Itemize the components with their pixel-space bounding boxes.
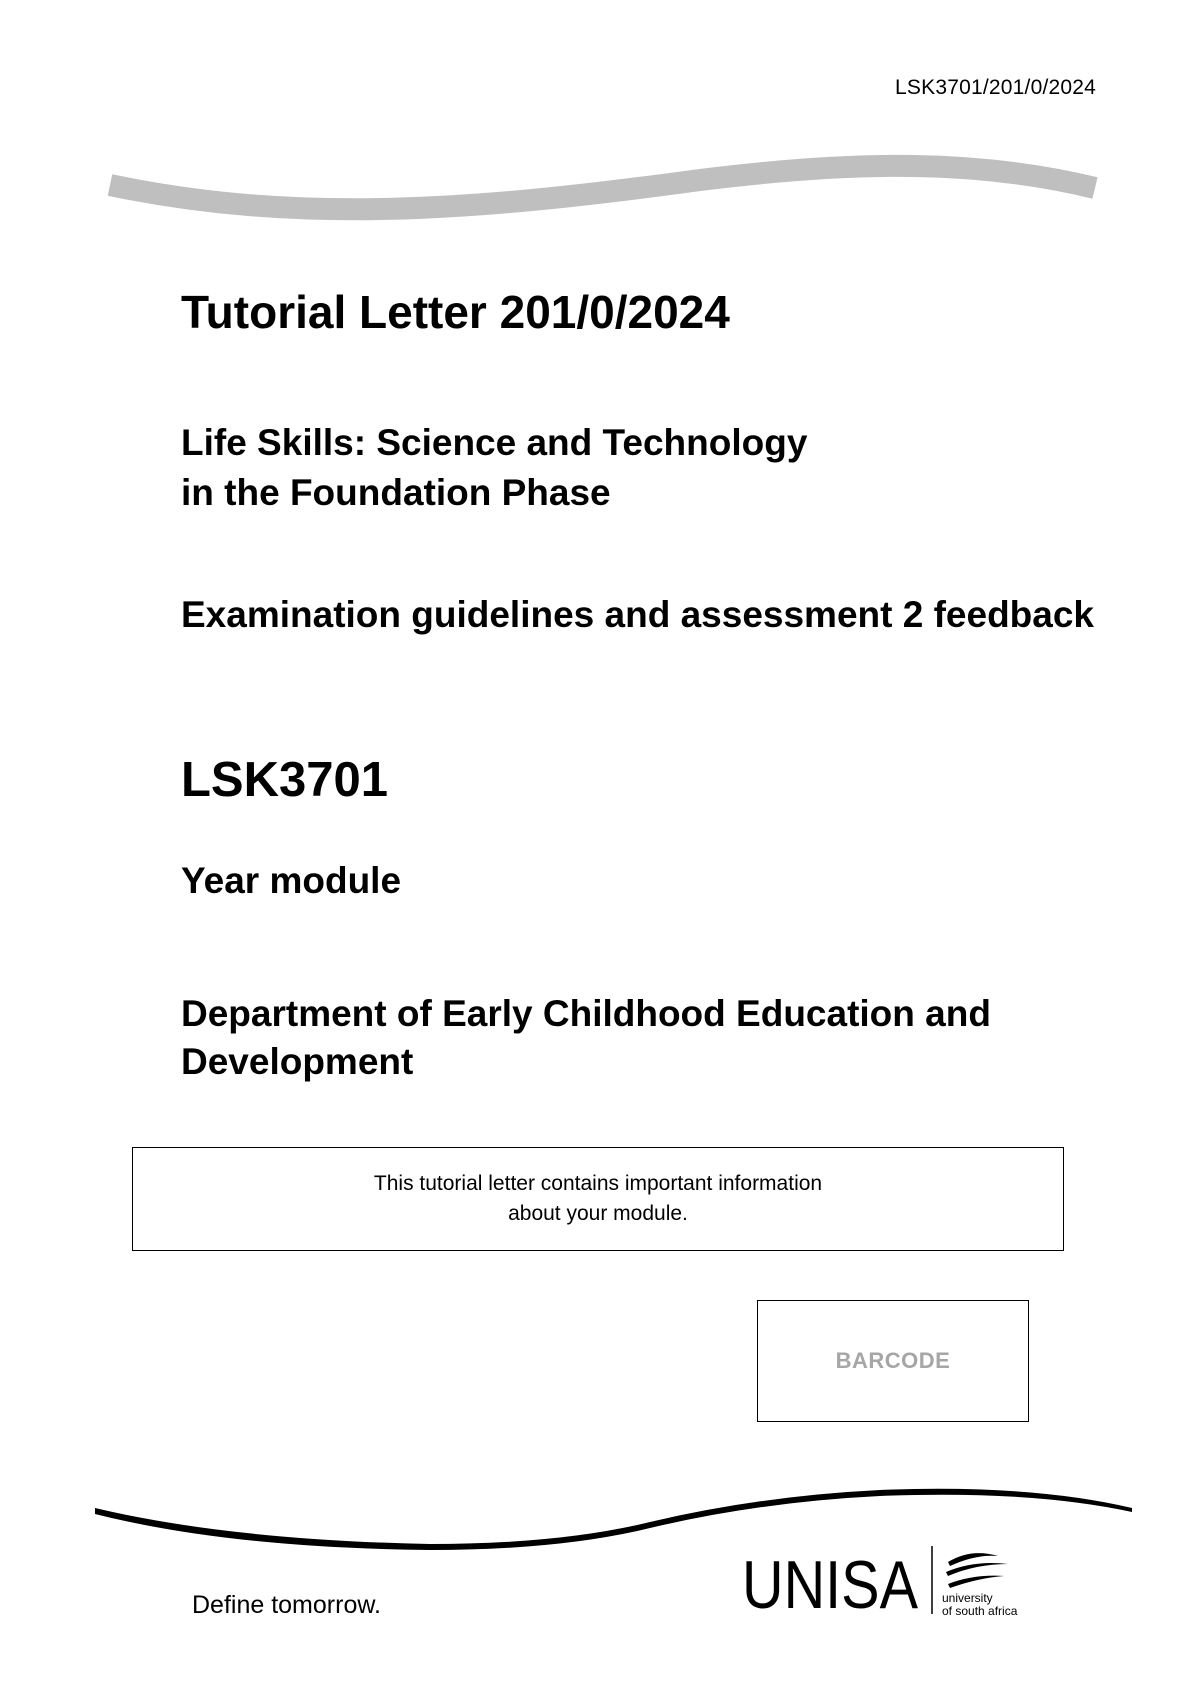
barcode-placeholder [757, 1300, 1029, 1422]
top-wave-path [110, 166, 1095, 209]
unisa-logo [736, 1540, 1036, 1620]
barcode-label: BARCODE [835, 1348, 951, 1373]
notice-line-2: about your module. [508, 1202, 688, 1225]
document-reference: LSK3701/201/0/2024 [895, 76, 1096, 99]
logo-bird-icon [946, 1553, 1008, 1588]
module-code: LSK3701 [181, 753, 389, 807]
notice-text [318, 1169, 878, 1229]
document-subject: Examination guidelines and assessment 2 feedback [181, 594, 1095, 635]
page-title: Tutorial Letter 201/0/2024 [181, 286, 730, 338]
tagline: Define tomorrow. [192, 1591, 381, 1619]
logo-subtitle-2: of south africa [942, 1604, 1018, 1618]
logo-subtitle-1: university [942, 1591, 993, 1605]
department-name: Department of Early Childhood Education and Development [181, 993, 991, 1082]
module-name [181, 418, 807, 518]
module-name-line-1: Life Skills: Science and Technology [181, 422, 808, 463]
module-type: Year module [181, 860, 402, 901]
notice-line-1: This tutorial letter contains important information [373, 1172, 823, 1195]
module-name-line-2: in the Foundation Phase [181, 472, 611, 513]
top-wave-decoration [0, 150, 1200, 250]
notice-box [132, 1147, 1064, 1251]
logo-word: UNISA [742, 1547, 919, 1620]
barcode-bottom-rule [758, 1421, 1028, 1422]
barcode-top-rule [758, 1300, 1028, 1301]
